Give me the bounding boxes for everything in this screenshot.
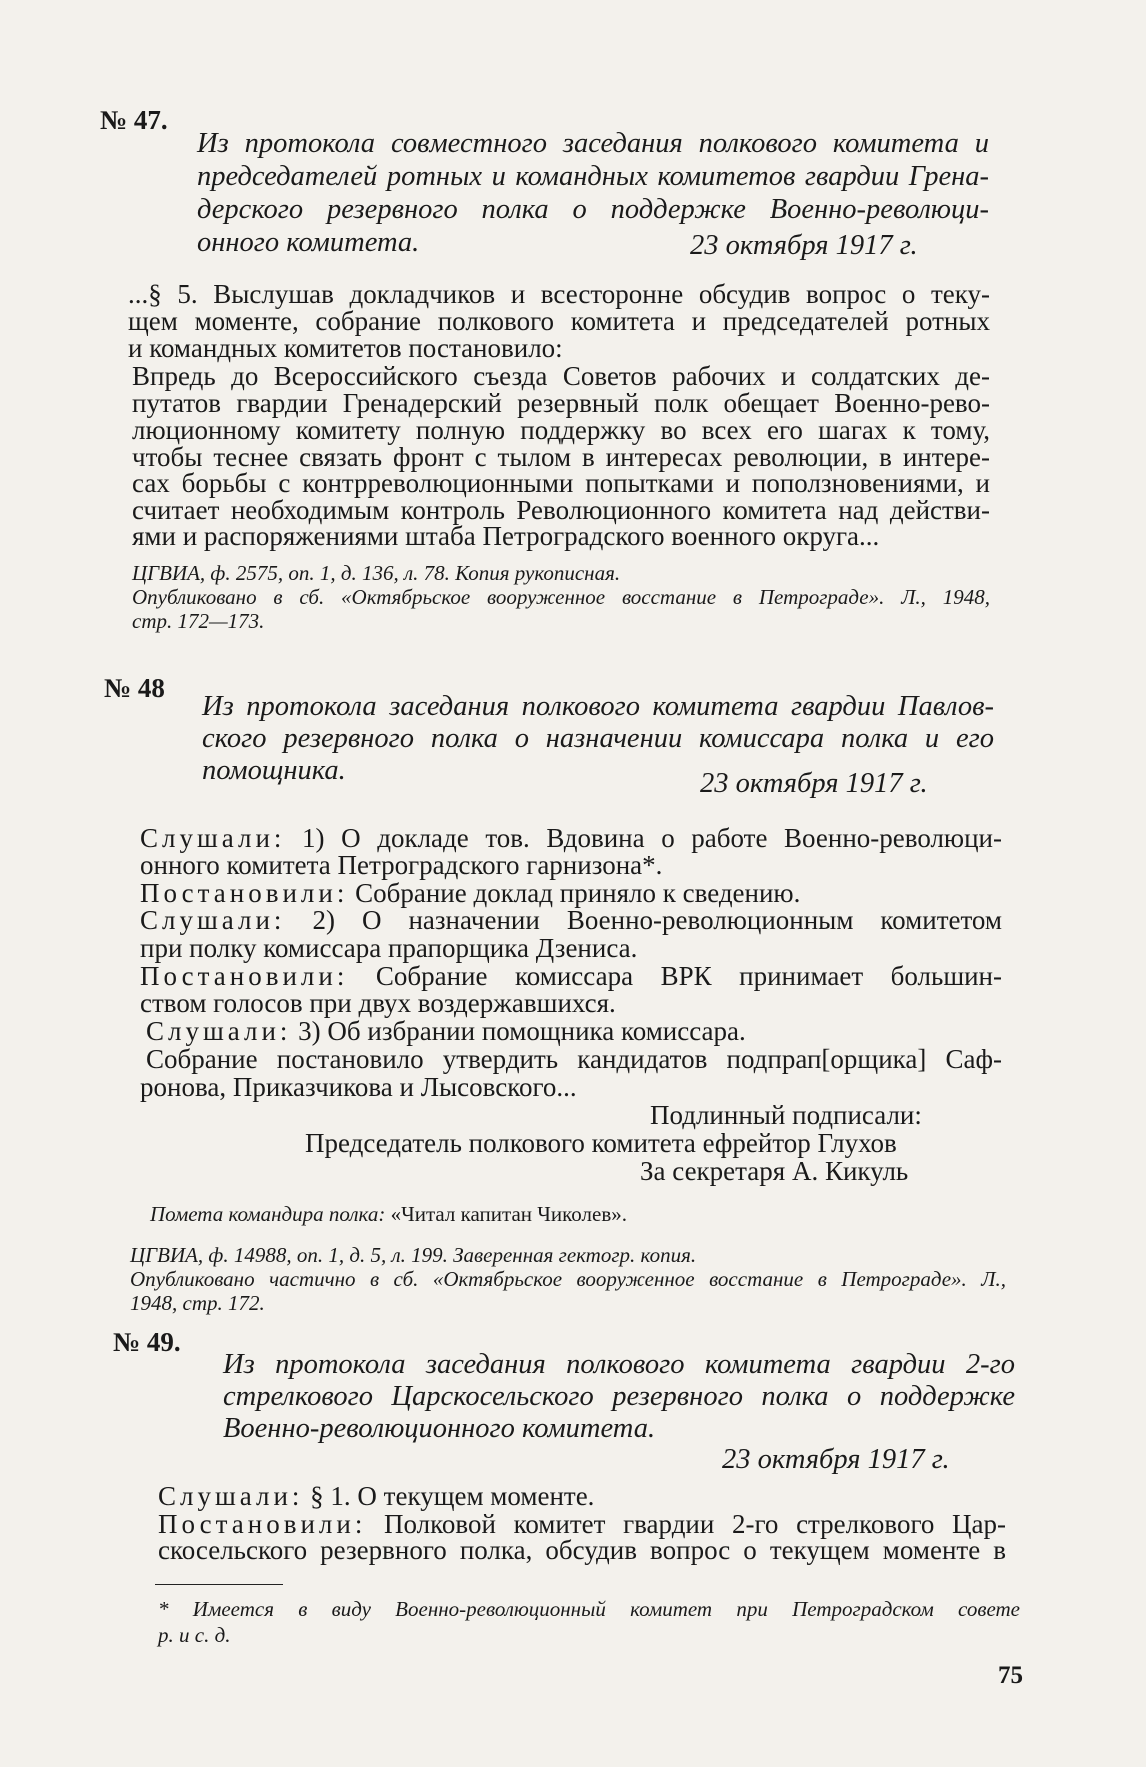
doc47-source-line: стр. 172—173. [132,609,265,633]
doc48-body-lead: Слушали: [146,1016,292,1046]
doc47-number: № 47. [100,105,168,135]
doc48-body-text: Собрание доклад приняло к сведению. [348,878,801,908]
doc47-heading-line: Из протокола совместного заседания полкового комитета и [197,128,989,159]
doc47-body-line: люционному комитету полную поддержку во всех его шагах к тому, [132,415,990,445]
doc48-body-text: онного комитета Петроградского гарнизона*. [140,850,663,880]
doc48-signed-label: Подлинный подписали: [650,1100,922,1130]
doc48-source-line: 1948, стр. 172. [130,1291,265,1315]
doc47-date: 23 октября 1917 г. [690,230,918,261]
doc48-body-line [140,1071,577,1103]
doc47-body-line: сах борьбы с контрреволюционными попытками и поползновениями, и [132,468,990,498]
doc48-source-line: ЦГВИА, ф. 14988, оп. 1, д. 5, л. 199. Заверенная гектогр. копия. [130,1243,697,1267]
doc48-body-text: Собрание постановило утвердить кандидатов подпрап[орщика] Саф- [146,1044,1002,1074]
doc48-source-line: Опубликовано частично в сб. «Октябрьское вооруженное восстание в Петрограде». Л., [130,1267,1006,1291]
footnote-divider [155,1584,283,1585]
doc47-body-line: путатов гвардии Гренадерский резервный полк обещает Военно-рево- [132,388,990,418]
doc47-body-line: ...§ 5. Выслушав докладчиков и всесторонне обсудив вопрос о теку- [128,279,990,309]
doc49-heading-line: Из протокола заседания полкового комитета гвардии 2-го [223,1349,1015,1380]
doc47-body-line: и командных комитетов постановило: [128,333,563,363]
doc47-heading-line: онного комитета. [197,227,420,258]
doc48-note-label: Помета командира полка: [150,1202,386,1226]
doc48-body-text: 2) О назначении Военно-революционным комитетом [285,905,1002,935]
doc48-heading-line: ского резервного полка о назначении комиссара полка и его [202,723,994,754]
doc47-body-line: Впредь до Всероссийского съезда Советов рабочих и солдатских де- [132,361,990,391]
doc48-body-lead: Слушали: [140,823,286,853]
footnote-line: р. и с. д. [158,1623,231,1647]
doc49-heading-line: Военно-революционного комитета. [223,1413,656,1444]
doc48-body-lead: Слушали: [140,905,286,935]
doc47-heading-line: председателей ротных и командных комитетов гвардии Грена- [197,161,989,192]
doc48-heading-line: помощника. [202,755,346,786]
doc49-body-text: скосельского резервного полка, обсудив вопрос о текущем моменте в [158,1535,1006,1565]
doc47-body-line: считает необходимым контроль Революционного комитета над действи- [132,495,990,525]
doc49-body-text: § 1. О текущем моменте. [303,1481,595,1511]
doc48-signature-secretary: За секретаря А. Кикуль [640,1156,909,1186]
doc47-source-line: ЦГВИА, ф. 2575, оп. 1, д. 136, л. 78. Копия рукописная. [132,561,621,585]
footnote-line: * Имеется в виду Военно-революционный комитет при Петроградском совете [158,1597,1020,1621]
doc48-signature-chair: Председатель полкового комитета ефрейтор Глухов [305,1128,897,1158]
doc49-body-text: Полковой комитет гвардии 2-го стрелкового Цар- [366,1509,1006,1539]
doc49-number: № 49. [113,1327,181,1357]
doc47-body-line: чтобы теснее связать фронт с тылом в интересах революции, в интере- [132,442,990,472]
doc47-body-line: щем моменте, собрание полкового комитета и председателей ротных [128,306,990,336]
page-number: 75 [998,1662,1023,1689]
doc47-body-line: ями и распоряжениями штаба Петроградского военного округа... [132,521,880,551]
doc49-body-lead: Слушали: [158,1481,304,1511]
doc48-date: 23 октября 1917 г. [700,768,928,799]
doc47-heading-line: дерского резервного полка о поддержке Военно-революци- [197,194,989,225]
doc48-body-text: ронова, Приказчикова и Лысовского... [140,1072,577,1102]
doc48-body-text: при полку комиссара прапорщика Дзениса. [140,933,638,963]
doc48-number: № 48 [104,673,165,703]
doc49-heading-line: стрелкового Царскосельского резервного полка о поддержке [223,1381,1015,1412]
doc48-body-text: ством голосов при двух воздержавшихся. [140,988,616,1018]
doc48-note [150,1198,627,1230]
doc48-body-lead: Постановили: [140,961,349,991]
doc48-note-text: «Читал капитан Чиколев». [385,1202,627,1226]
doc48-body-text: 3) Об избрании помощника комиссара. [291,1016,746,1046]
doc48-body-lead: Постановили: [140,878,349,908]
doc47-source-line: Опубликовано в сб. «Октябрьское вооруженное восстание в Петрограде». Л., 1948, [132,585,990,609]
doc49-body-lead: Постановили: [158,1509,367,1539]
doc49-date: 23 октября 1917 г. [722,1444,950,1475]
doc48-heading-line: Из протокола заседания полкового комитета гвардии Павлов- [202,691,994,722]
doc49-body-line [158,1534,1006,1566]
doc48-body-text: 1) О докладе тов. Вдовина о работе Военно-революци- [285,823,1002,853]
doc48-body-text: Собрание комиссара ВРК принимает большин- [348,961,1002,991]
